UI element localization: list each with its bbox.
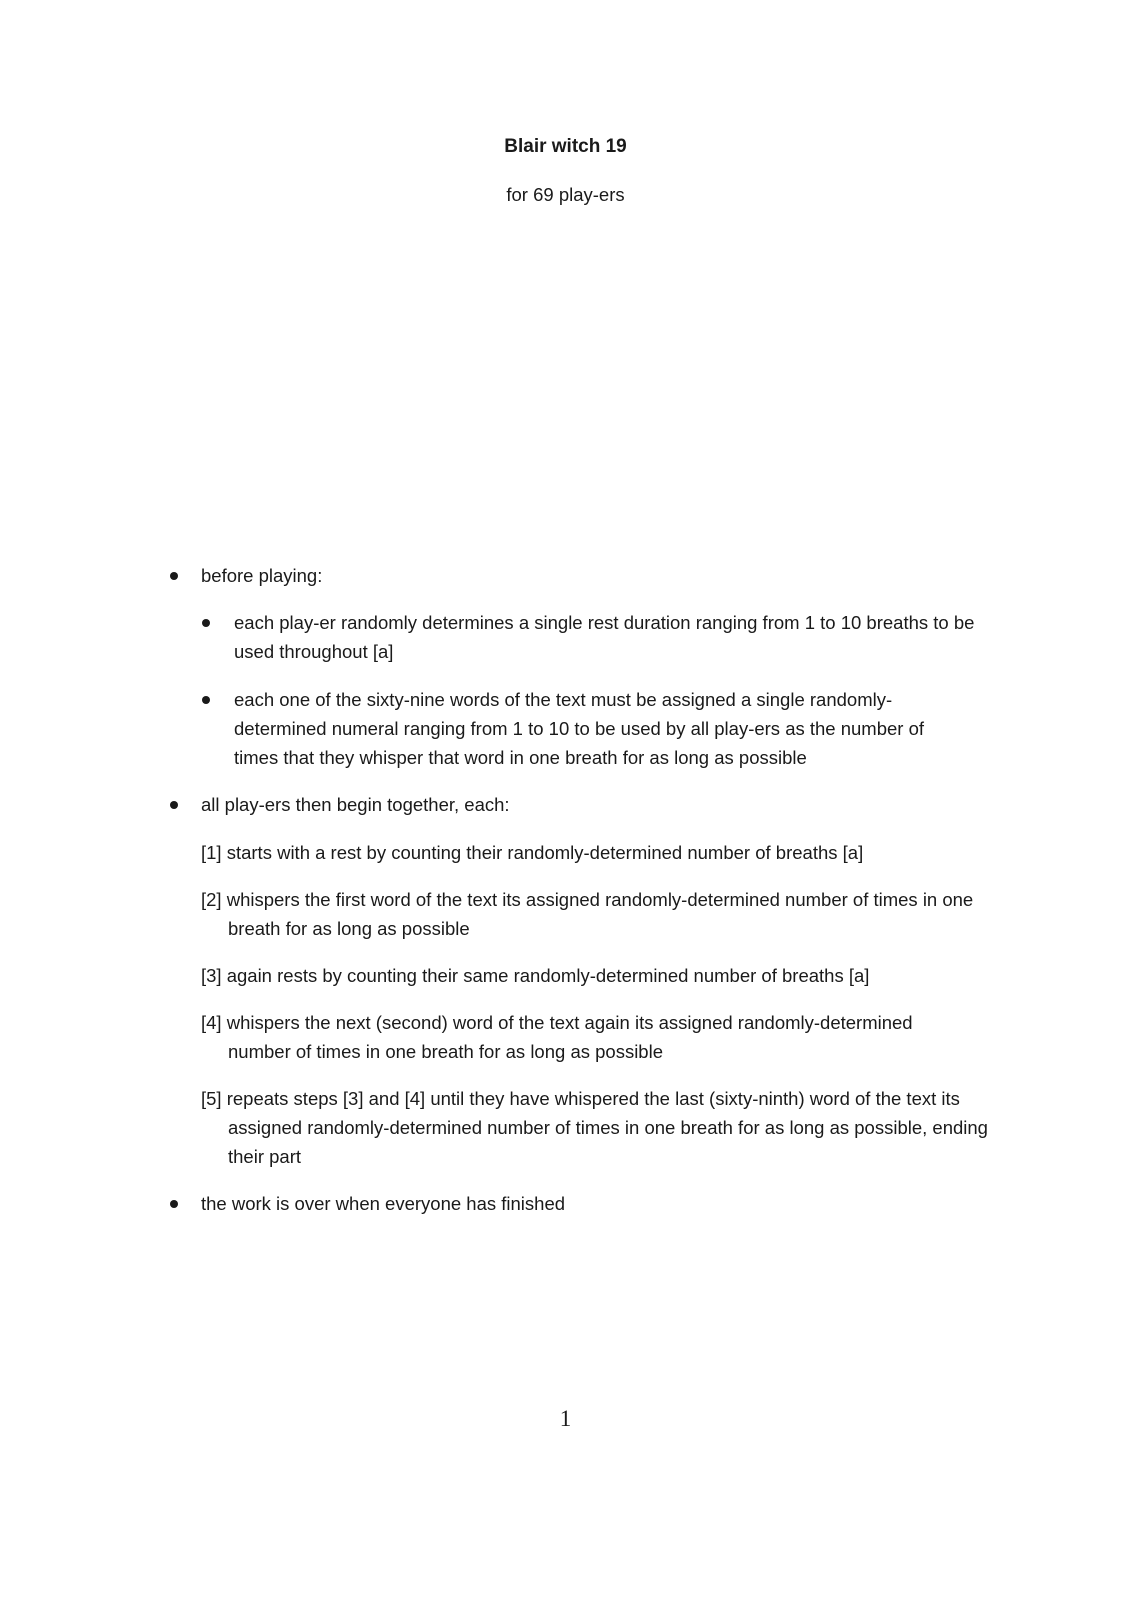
page-number: 1: [559, 1406, 572, 1431]
bullet-work-over: the work is over when everyone has finished: [201, 1193, 566, 1214]
bullet-icon: [170, 1200, 178, 1208]
bullet-icon: [170, 572, 178, 580]
step-5: [5] repeats steps [3] and [4] until they have whispered the last (sixty-ninth) word of the text its assigned randomly-determined number of times in one breath for as long as possible, ending their part: [201, 1088, 988, 1167]
step-4: [4] whispers the next (second) word of the text again its assigned randomly-determined number of times in one breath for as long as possible: [201, 1012, 913, 1062]
sub-bullet-rest-duration: each play-er randomly determines a single rest duration ranging from 1 to 10 breaths to be used throughout [a]: [234, 612, 975, 662]
document-title: Blair witch 19: [504, 136, 627, 157]
bullet-begin-together: all play-ers then begin together, each:: [201, 794, 510, 815]
bullet-before-playing: before playing:: [201, 565, 323, 586]
step-3: [3] again rests by counting their same randomly-determined number of breaths [a]: [201, 965, 870, 986]
step-2: [2] whispers the first word of the text its assigned randomly-determined number of times in one breath for as long as possible: [201, 889, 974, 939]
step-1: [1] starts with a rest by counting their randomly-determined number of breaths [a]: [201, 842, 864, 863]
sub-bullet-word-numeral: each one of the sixty-nine words of the text must be assigned a single randomly-determined numeral ranging from 1 to 10 to be used by all play-ers as the number of times that they whisper that word in one breath for as long as possible: [234, 689, 925, 768]
bullet-icon: [202, 619, 210, 627]
bullet-icon: [202, 696, 210, 704]
bullet-icon: [170, 801, 178, 809]
document-subtitle: for 69 play-ers: [506, 184, 625, 205]
